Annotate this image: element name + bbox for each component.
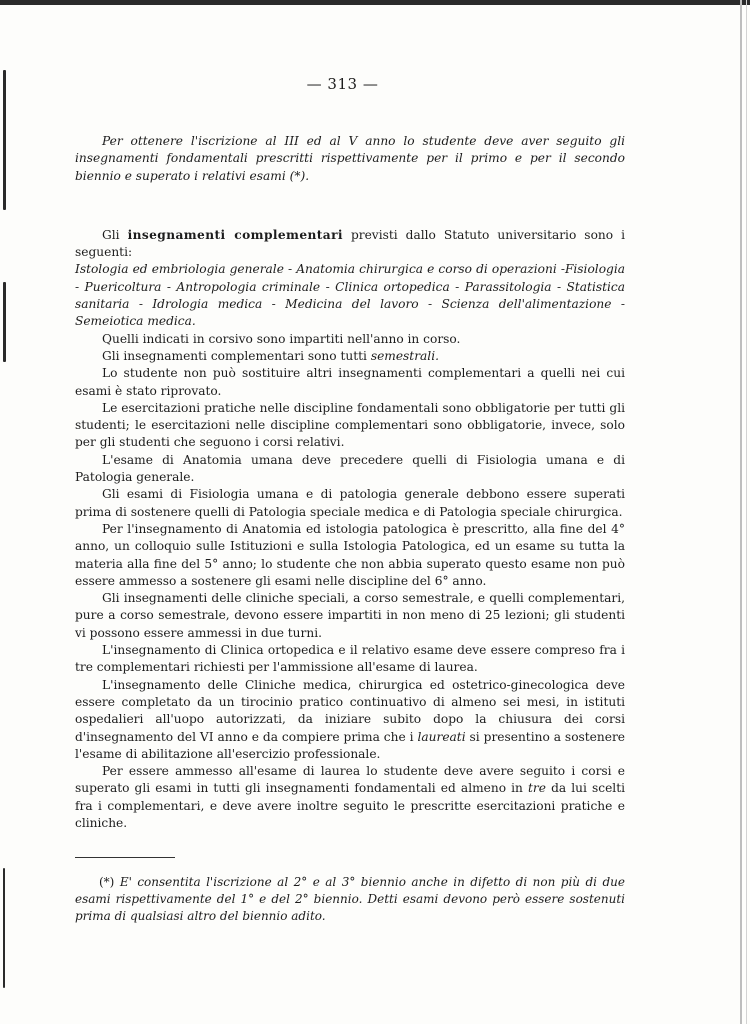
binding-mark-lower bbox=[3, 868, 5, 988]
page-number: — 313 — bbox=[306, 75, 379, 93]
paragraph-2-text: Gli insegnamenti complementari sono tutti bbox=[102, 348, 371, 363]
scan-edge-right bbox=[740, 0, 742, 1024]
paragraph-11 bbox=[75, 763, 625, 832]
complementary-lead bbox=[75, 227, 625, 262]
lead-text-bold: insegnamenti complementari bbox=[127, 227, 343, 242]
paragraph-10-emphasis: laureati bbox=[417, 729, 466, 744]
paragraph-10 bbox=[75, 677, 625, 763]
footnote-marker: (*) bbox=[99, 875, 115, 889]
paragraph-7: Per l'insegnamento di Anatomia ed istologia patologica è prescritto, alla fine del 4° anno, un colloquio sulle Istituzioni e sulla Istologia Patologica, ed un esame su tutta la materia alla fine del 5° anno; lo studente che non abbia superato questo esame non può essere ammesso a sostenere gli esami nelle discipline del 6° anno. bbox=[75, 521, 625, 588]
paragraph-9: L'insegnamento di Clinica ortopedica e il relativo esame deve essere compreso fra i tre complementari richiesti per l'ammissione all'esame di laurea. bbox=[75, 643, 625, 675]
scan-edge-right-inner bbox=[746, 0, 747, 1024]
paragraph-5: L'esame di Anatomia umana deve precedere quelli di Fisiologia umana e di Patologia generale. bbox=[75, 452, 625, 485]
paragraph-10-text-b: si presentino a sostenere l'esame di abilitazione all'esercizio professionale. bbox=[75, 729, 625, 761]
paragraph-2-emphasis: semestrali. bbox=[370, 348, 439, 363]
paragraph-4: Le esercitazioni pratiche nelle discipline fondamentali sono obbligatorie per tutti gli studenti; le esercitazioni nelle discipline complementari sono obbligatorie, invece, solo per gli studenti che seguono i corsi relativi. bbox=[75, 400, 625, 450]
complementary-subjects-block bbox=[75, 227, 625, 331]
paragraph-3: Lo studente non può sostituire altri insegnamenti complementari a quelli nei cui esami è stato riprovato. bbox=[75, 366, 625, 398]
paragraph-6: Gli esami di Fisiologia umana e di patologia generale debbono essere superati prima di sostenere quelli di Patologia speciale medica e di Patologia speciale chirurgica. bbox=[75, 487, 625, 519]
body-text bbox=[75, 133, 625, 832]
paragraph-1: Quelli indicati in corsivo sono impartiti nell'anno in corso. bbox=[102, 331, 461, 346]
paragraph-11-text-a: Per essere ammesso all'esame di laurea lo studente deve avere seguito i corsi e superato gli esami in tutti gli insegnamenti fondamentali ed almeno in bbox=[75, 764, 625, 796]
paragraph-10-text-a: L'insegnamento delle Cliniche medica, chirurgica ed ostetrico-ginecologica deve essere completato da un tirocinio pratico continuativo di almeno sei mesi, in istituti ospedalieri all'uopo autorizzati, da iniziare subito dopo la chiusura dei corsi d'insegnamento del VI anno e da compiere prima che i bbox=[75, 677, 625, 744]
lead-text-post: previsti dallo Statuto universitario sono i seguenti: bbox=[75, 227, 626, 260]
intro-paragraph: Per ottenere l'iscrizione al III ed al V anno lo studente deve aver seguito gli insegnamenti fondamentali prescritti rispettivamente per il primo e per il secondo biennio e superato i relativi esami (*). bbox=[75, 134, 625, 183]
scan-edge-top bbox=[0, 0, 750, 5]
paragraph-8: Gli insegnamenti delle cliniche speciali, a corso semestrale, e quelli complementari, pure a corso semestrale, devono essere impartiti in non meno di 25 lezioni; gli studenti vi possono essere ammessi in due turni. bbox=[75, 591, 625, 640]
complementary-subjects-list: Istologia ed embriologia generale - Anatomia chirurgica e corso di operazioni -Fisiologia - Puericoltura - Antropologia criminale - Clinica ortopedica - Parassitologia - Statistica sanitaria - Idrologia medica - Medicina del lavoro - Scienza dell'alimentazione - Semeiotica medica. bbox=[75, 262, 625, 329]
paragraph-2 bbox=[75, 348, 625, 365]
lead-text-pre: Gli bbox=[102, 227, 128, 242]
paragraph-11-text-b: da lui scelti fra i complementari, e deve avere inoltre seguito le prescritte esercitazioni pratiche e cliniche. bbox=[75, 781, 625, 830]
binding-mark-middle bbox=[3, 282, 6, 362]
footnote-rule bbox=[75, 857, 175, 858]
footnote bbox=[75, 874, 625, 925]
footnote-text: E' consentita l'iscrizione al 2° e al 3° biennio anche in difetto di non più di due esami rispettivamente del 1° e del 2° biennio. Detti esami devono però essere sostenuti prima di qualsiasi altro del biennio adito. bbox=[75, 875, 625, 923]
paragraph-11-emphasis: tre bbox=[528, 781, 546, 796]
